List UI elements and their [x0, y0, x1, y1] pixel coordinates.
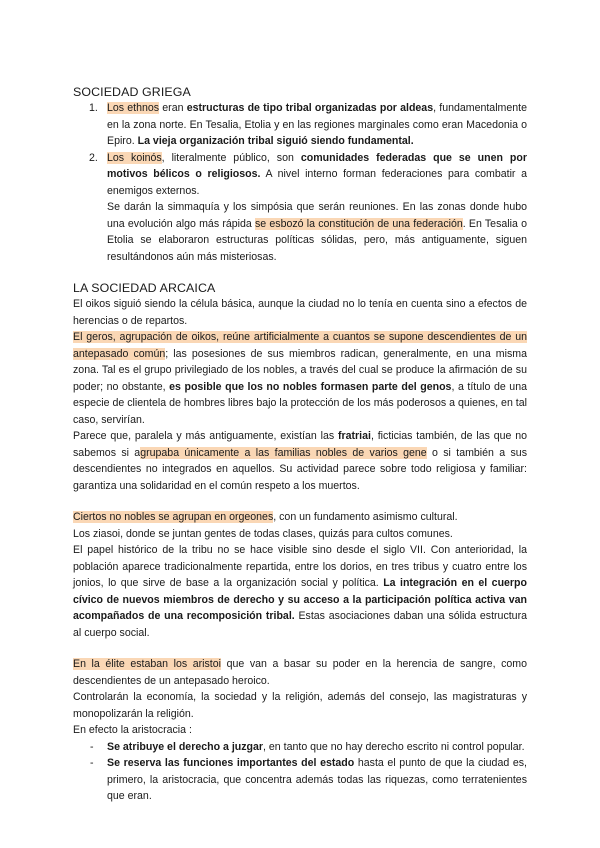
bullet-list [73, 739, 527, 805]
bold-text: estructuras de tipo tribal organizadas por aldeas [186, 102, 434, 114]
highlight: Los ethnos [107, 102, 160, 114]
numbered-list [73, 100, 527, 265]
paragraph: Parece que, paralela y más antiguamente, existían las fratriai, ficticias también, de las que no sabemos si agrupaba únicamente a las familias nobles de varios gene o si también a sus descendientes no integrados en aquellos. Su actividad parece sobre todo religiosa y familiar: garantiza una solidaridad en el común respeto a los muertos. [73, 430, 528, 492]
highlight: grupaba únicamente a las familias nobles de varios gene [140, 446, 427, 459]
list-item: - Se reserva las funciones importantes del estado hasta el punto de que la ciudad es, primero, la aristocracia, que concentra además todas las riquezas, como terratenientes que eran. [90, 757, 527, 802]
bold-text: Se atribuye el derecho a juzgar [107, 740, 264, 753]
section-title-sociedad-arcaica: LA SOCIEDAD ARCAICA [73, 281, 216, 295]
paragraph: En efecto la aristocracia : [73, 724, 192, 736]
spacer [73, 494, 527, 509]
list-item: 2. Los koinós, literalmente público, son comunidades federadas que se unen por motivos bélicos o religiosos. A nivel interno forman federaciones para combatir a enemigos externos. Se darán la simmaquía y los simpósia que serán reuniones. En las zonas donde hubo una evolución algo más rápida se esbozó la constitución de una federación. En Tesalia o Etolia se elaboraron estructuras políticas sólidas, pero, más antiguamente, siguen resultándonos aún más misteriosas. [73, 150, 527, 266]
paragraph: En la élite estaban los aristoi que van a basar su poder en la herencia de sangre, como descendientes de un antepasado heroico. [73, 658, 527, 687]
paragraph: Ciertos no nobles se agrupan en orgeones, con un fundamento asimismo cultural. [73, 511, 458, 523]
highlight: se esbozó la constitución de una federación [255, 217, 463, 230]
dash-bullet: - [90, 740, 94, 753]
bold-text: La vieja organización tribal siguió siendo fundamental. [137, 135, 414, 147]
highlight: En la élite estaban los aristoi [73, 658, 221, 670]
list-number: 1. [89, 102, 98, 114]
paragraph: El geros, agrupación de oikos, reúne artificialmente a cuantos se supone descendientes de un antepasado común; las posesiones de sus miembros radican, generalmente, en una misma zona. Tal es el grupo privilegiado de los nobles, a través del cual se produce la afirmación de su poder; no obstante, es posible que los no nobles formasen parte del genos, a título de una especie de clientela de hombres libres bajo la protección de los más poderosos a quienes, en tal caso, servirían. [73, 331, 527, 426]
bold-text: comunidades federadas que se unen por motivos bélicos o religiosos. [107, 151, 527, 180]
section-title-sociedad-griega: SOCIEDAD GRIEGA [73, 85, 191, 99]
bold-text: Se reserva las funciones importantes del estado [107, 757, 355, 769]
list-item-paragraph: Se darán la simmaquía y los simpósia que serán reuniones. En las zonas donde hubo una evolución algo más rápida se esbozó la constitución de una federación. En Tesalia o Etolia se elaboraron estructuras políticas sólidas, pero, más antiguamente, siguen resultándonos aún más misteriosas. [107, 201, 527, 263]
spacer [73, 641, 527, 656]
bold-text: fratriai [337, 430, 371, 442]
bold-text: es posible que los no nobles formasen parte del genos [169, 380, 452, 393]
highlight: Ciertos no nobles se agrupan en orgeones [73, 511, 274, 523]
paragraph: El papel histórico de la tribu no se hace visible sino desde el siglo VII. Con anterioridad, la población aparece tradicionalmente repartida, entre los dorios, en tres tribus y cuatro entre los jonios, lo que sirve de base a la organización social y política. La integración en el cuerpo cívico de nuevos miembros de derecho y su acceso a la participación política activa van acompañados de una recomposición tribal. Estas asociaciones daban una sólida estructura al cuerpo social. [73, 544, 527, 639]
paragraph: Controlarán la economía, la sociedad y la religión, además del consejo, las magistraturas y monopolizarán la religión. [73, 691, 527, 720]
highlight: Los koinós [107, 151, 162, 164]
paragraph: Los ziasoi, donde se juntan gentes de todas clases, quizás para cultos comunes. [73, 527, 453, 540]
document-page [73, 84, 527, 805]
list-number: 2. [89, 151, 98, 164]
list-item: - Se atribuye el derecho a juzgar, en tanto que no hay derecho escrito ni control popular. [73, 739, 527, 756]
dash-bullet: - [90, 757, 94, 769]
paragraph: El oikos siguió siendo la célula básica, aunque la ciudad no lo tenía en cuenta sino a efectos de herencias o de repartos. [73, 298, 527, 327]
spacer [73, 265, 527, 280]
list-item: 1. Los ethnos eran estructuras de tipo tribal organizadas por aldeas, fundamentalmente en la zona norte. En Tesalia, Etolia y en las regiones marginales como eran Macedonia o Epiro. La vieja organización tribal siguió siendo fundamental. [89, 102, 527, 147]
highlight: El geros, agrupación de oikos, reúne artificialmente a cuantos se supone descendientes de un antepasado común [73, 331, 527, 360]
bold-text: La integración en el cuerpo cívico de nuevos miembros de derecho y su acceso a la participación política activa van acompañados de una recomposición tribal. [73, 577, 527, 622]
